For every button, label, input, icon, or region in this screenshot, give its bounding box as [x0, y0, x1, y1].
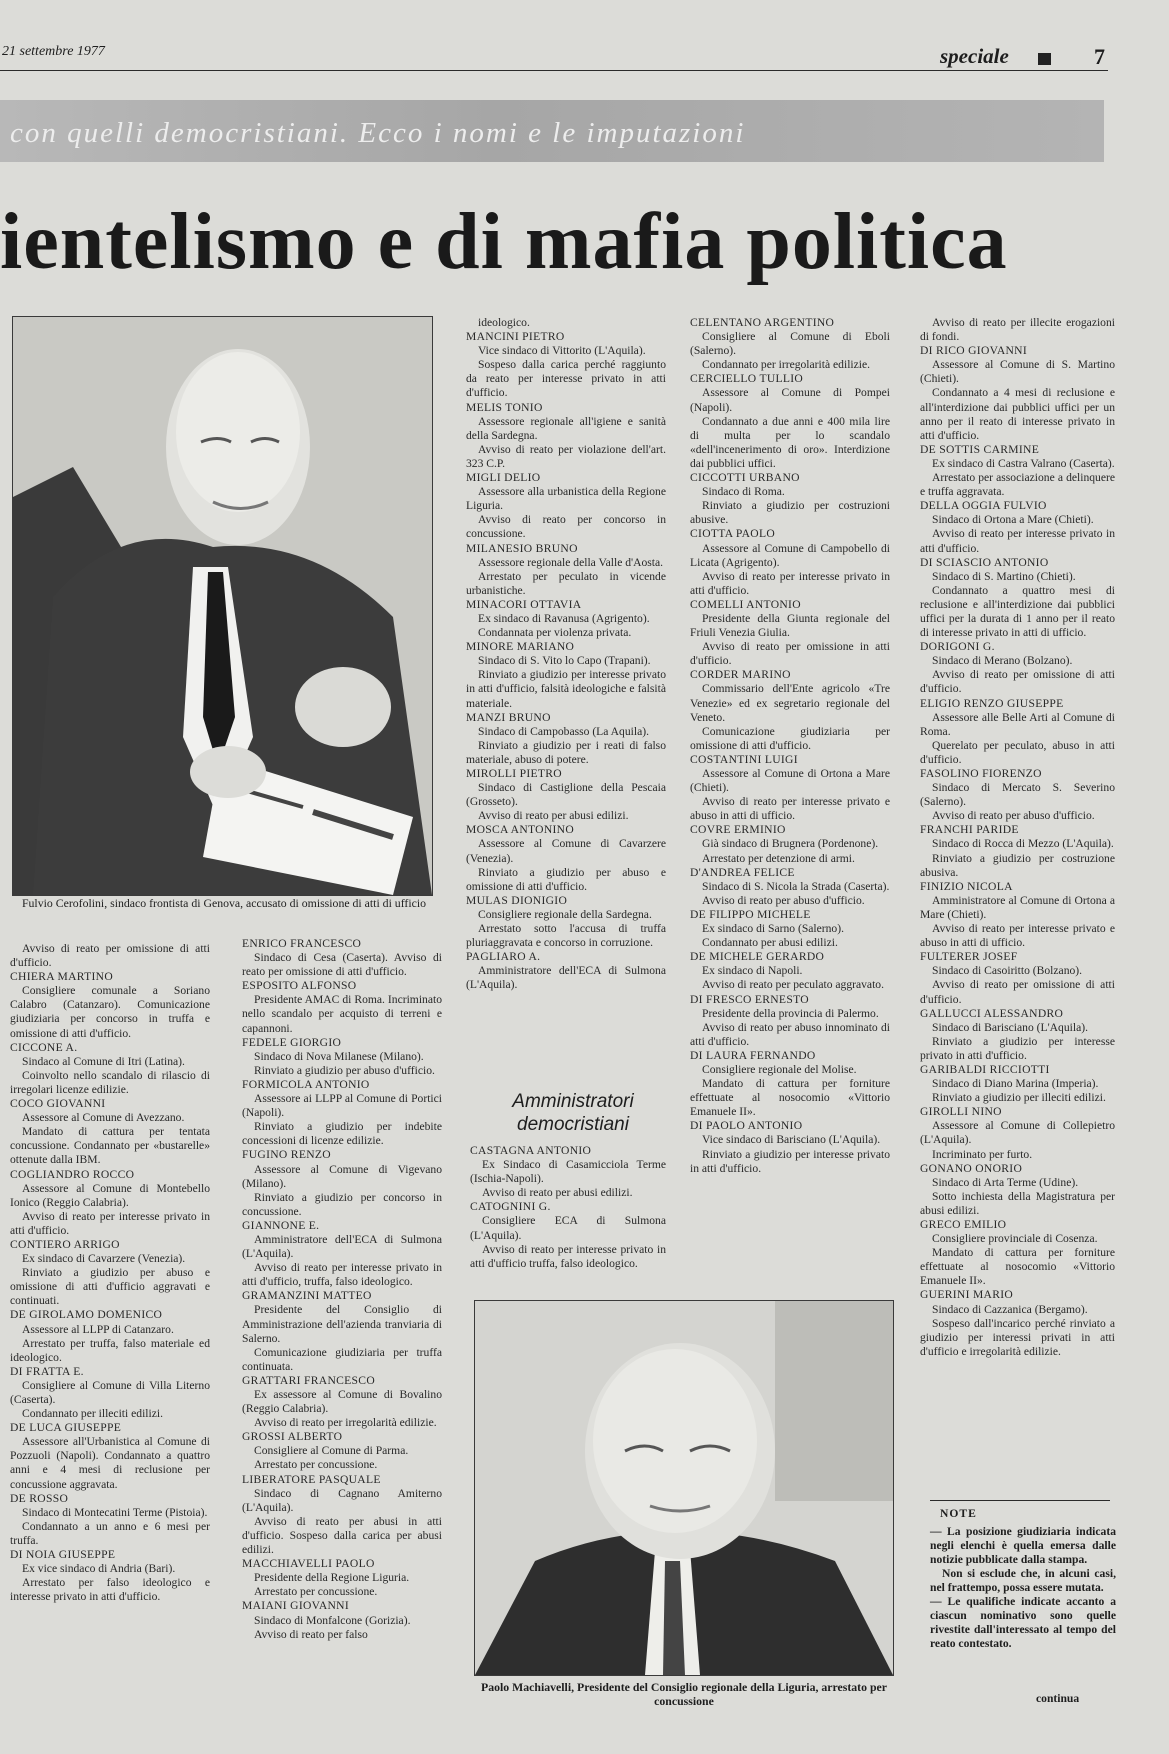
entry-text: ideologico. — [478, 316, 530, 329]
entry-text: Rinviato a giudizio per abuso e omissione di atti d'ufficio. — [466, 865, 666, 893]
entry-text: Avviso di reato per illecite erogazioni di fondi. — [920, 316, 1115, 344]
entry-text: Avviso di reato per interesse privato in atti d'ufficio. — [690, 569, 890, 597]
person-name: DI LAURA FERNANDO — [690, 1048, 816, 1062]
entry-text: Sindaco di Campobasso (La Aquila). — [478, 724, 649, 738]
entry-text: Rinviato a giudizio per interesse privato in atti d'ufficio. — [690, 1147, 890, 1175]
entry-text: Condannato a un anno e 6 mesi per truffa. — [10, 1519, 210, 1547]
person-name: MILANESIO BRUNO — [466, 541, 578, 555]
entry-text: Avviso di reato per interesse privato e abuso in atti di ufficio. — [690, 795, 890, 823]
entry-text: Comunicazione giudiziaria per omissione di atti d'ufficio. — [690, 724, 890, 752]
entry-text: Rinviato a giudizio per concorso in concussione. — [242, 1190, 442, 1218]
entry-text: Sindaco di Monfalcone (Gorizia). — [254, 1613, 411, 1627]
entry-text: Sotto inchiesta della Magistratura per abusi edilizi. — [920, 1189, 1115, 1217]
entry-text: Avviso di reato per interesse privato in atti d'ufficio, truffa, falso ideologico. — [242, 1261, 442, 1289]
person-name: CIOTTA PAOLO — [690, 527, 776, 541]
entry-text: Avviso di reato per abuso innominato di atti d'ufficio. — [690, 1020, 890, 1048]
person-name: MINORE MARIANO — [466, 640, 575, 654]
entry-text: Mandato di cattura per forniture effettuate al nosocomio «Vittorio Emanuele II». — [920, 1246, 1115, 1288]
entry-text: Mandato di cattura per forniture effettuate al nosocomio «Vittorio Emanuele II». — [690, 1077, 890, 1119]
entry-text: Amministratore al Comune di Ortona a Mare (Chieti). — [920, 893, 1115, 921]
entry-text: Sindaco di Ortona a Mare (Chieti). — [932, 513, 1094, 527]
person-name: FINIZIO NICOLA — [920, 879, 1013, 893]
entry-text: Arrestato per peculato in vicende urbanistiche. — [466, 569, 666, 597]
entry-text: Avviso di reato per peculato aggravato. — [702, 978, 884, 992]
entry-text: Assessore al Comune di Campobello di Licata (Agrigento). — [690, 541, 890, 569]
person-name: MIGLI DELIO — [466, 471, 541, 485]
person-name: FULTERER JOSEF — [920, 950, 1018, 964]
note-paragraph: — La posizione giudiziaria indicata negli elenchi è quella emersa dalle notizie pubblicate dalla stampa. — [930, 1525, 1116, 1566]
entry-text: Rinviato a giudizio per indebite concessioni di licenze edilizie. — [242, 1120, 442, 1148]
entry-text: Rinviato a giudizio per illeciti edilizi. — [932, 1091, 1106, 1105]
column-2 — [242, 937, 442, 1712]
entry-text: Avviso di reato per concorso in concussione. — [466, 513, 666, 541]
entry-text: Arrestato per concussione. — [254, 1458, 378, 1472]
column-3-bottom — [470, 1144, 666, 1294]
entry-text: Consigliere regionale della Sardegna. — [478, 907, 652, 921]
entry-text: Avviso di reato per abuso d'ufficio. — [702, 893, 865, 907]
entry-text: Sindaco di Merano (Bolzano). — [932, 654, 1073, 668]
entry-text: Consigliere ECA di Sulmona (L'Aquila). — [470, 1214, 666, 1242]
entry-text: Sindaco di Arta Terme (Udine). — [932, 1175, 1079, 1189]
entry-text: Avviso di reato per abuso d'ufficio. — [932, 809, 1095, 823]
entry-text: Assessore ai LLPP al Comune di Portici (Napoli). — [242, 1092, 442, 1120]
entry-text: Avviso di reato per falso — [254, 1627, 368, 1641]
entry-text: Sindaco di Barisciano (L'Aquila). — [932, 1020, 1088, 1034]
note-paragraph: — Le qualifiche indicate accanto a ciascun nominativo sono quelle rivestite dall'interessato al tempo del reato contestato. — [930, 1595, 1116, 1650]
header-rule — [0, 70, 1108, 71]
entry-text: Consigliere comunale a Soriano Calabro (Catanzaro). Comunicazione giudiziaria per concorso in truffa e omissione di atti d'ufficio. — [10, 984, 210, 1040]
entry-text: Consigliere al Comune di Eboli (Salerno). — [690, 330, 890, 358]
note-rule — [930, 1500, 1110, 1501]
person-name: FRANCHI PARIDE — [920, 823, 1019, 837]
entry-text: Sindaco di Rocca di Mezzo (L'Aquila). — [932, 837, 1114, 851]
page-number: 7 — [1094, 44, 1105, 69]
person-name: LIBERATORE PASQUALE — [242, 1472, 381, 1486]
person-name: CERCIELLO TULLIO — [690, 372, 804, 386]
person-name: COVRE ERMINIO — [690, 823, 786, 837]
column-5 — [920, 316, 1115, 1491]
person-name: DI RICO GIOVANNI — [920, 344, 1027, 358]
person-name: COSTANTINI LUIGI — [690, 752, 798, 766]
entry-text: Querelato per peculato, abuso in atti d'ufficio. — [920, 738, 1115, 766]
person-name: MAIANI GIOVANNI — [242, 1599, 350, 1613]
entry-text: Sindaco al Comune di Itri (Latina). — [22, 1054, 185, 1068]
entry-text: Assessore al Comune di Montebello Ionico (Reggio Calabria). — [10, 1181, 210, 1209]
entry-text: Rinviato a giudizio per i reati di falso materiale, abuso di potere. — [466, 738, 666, 766]
person-name: CASTAGNA ANTONIO — [470, 1144, 592, 1157]
person-name: GARIBALDI RICCIOTTI — [920, 1062, 1050, 1076]
continues-label: continua — [1036, 1692, 1080, 1705]
entry-text: Assessore al LLPP di Catanzaro. — [22, 1322, 174, 1336]
entry-text: Presidente della Regione Liguria. — [254, 1571, 410, 1585]
person-name: DE SOTTIS CARMINE — [920, 442, 1040, 456]
entry-text: Arrestato per concussione. — [254, 1585, 378, 1599]
person-name: DI FRATTA E. — [10, 1364, 84, 1378]
entry-text: Rinviato a giudizio per costruzione abusiva. — [920, 851, 1115, 879]
entry-text: Condannato per illeciti edilizi. — [22, 1407, 164, 1421]
person-name: DE MICHELE GERARDO — [690, 950, 825, 964]
entry-text: Sindaco di Cazzanica (Bergamo). — [932, 1302, 1088, 1316]
entry-text: Consigliere regionale del Molise. — [702, 1062, 857, 1076]
entry-text: Sindaco di Montecatini Terme (Pistoia). — [22, 1505, 208, 1519]
entry-text: Arrestato per truffa, falso materiale ed ideologico. — [10, 1336, 210, 1364]
entry-text: Sospeso dall'incarico perché rinviato a giudizio per interessi privati in atti d'ufficio e irregolarità edilizie. — [920, 1316, 1115, 1358]
person-name: MOSCA ANTONINO — [466, 823, 575, 837]
photo-cerofolini — [12, 316, 433, 896]
issue-date: 21 settembre 1977 — [2, 44, 105, 59]
entry-text: Sindaco di Mercato S. Severino (Salerno). — [920, 781, 1115, 809]
entry-text: Consigliere provinciale di Cosenza. — [932, 1232, 1098, 1246]
person-name: DI NOIA GIUSEPPE — [10, 1548, 116, 1562]
entry-text: Avviso di reato per omissione di atti d'ufficio. — [920, 978, 1115, 1006]
person-name: GRAMANZINI MATTEO — [242, 1289, 372, 1303]
entry-text: Arrestato per falso ideologico e interesse privato in atti d'ufficio. — [10, 1576, 210, 1604]
person-name: CICCONE A. — [10, 1040, 78, 1054]
entry-text: Sindaco di Nova Milanese (Milano). — [254, 1049, 424, 1063]
person-name: CATOGNINI G. — [470, 1200, 551, 1214]
column-1 — [10, 942, 210, 1717]
person-name: GROSSI ALBERTO — [242, 1430, 343, 1444]
entry-text: Sindaco di Diano Marina (Imperia). — [932, 1077, 1099, 1091]
entry-text: Arrestato per associazione a delinquere e truffa aggravata. — [920, 471, 1115, 499]
entry-text: Arrestato sotto l'accusa di truffa pluriaggravata e concorso in corruzione. — [466, 922, 666, 950]
entry-text: Assessore al Comune di Vigevano (Milano). — [242, 1162, 442, 1190]
entry-text: Sindaco di S. Vito lo Capo (Trapani). — [478, 654, 651, 668]
entry-text: Presidente della provincia di Palermo. — [702, 1006, 879, 1020]
entry-text: Assessore alle Belle Arti al Comune di Roma. — [920, 710, 1115, 738]
entry-text: Rinviato a giudizio per costruzioni abusive. — [690, 499, 890, 527]
entry-text: Ex vice sindaco di Andria (Bari). — [22, 1562, 176, 1576]
person-name: MACCHIAVELLI PAOLO — [242, 1557, 375, 1571]
entry-text: Comunicazione giudiziaria per truffa continuata. — [242, 1345, 442, 1373]
entry-text: Condannata per violenza privata. — [478, 626, 632, 640]
entry-text: Avviso di reato per irregolarità edilizie. — [254, 1416, 437, 1430]
entry-text: Ex Sindaco di Casamicciola Terme (Ischia-Napoli). — [470, 1158, 666, 1186]
entry-text: Assessore regionale all'igiene e sanità della Sardegna. — [466, 414, 666, 442]
note-body — [930, 1525, 1116, 1651]
entry-text: Vice sindaco di Vittorito (L'Aquila). — [478, 344, 646, 358]
entry-text: Avviso di reato per interesse privato e abuso in atti di ufficio. — [920, 922, 1115, 950]
entry-text: Ex sindaco di Castra Valrano (Caserta). — [932, 456, 1115, 470]
entry-text: Presidente del Consiglio di Amministrazione dell'azienda tranviaria di Salerno. — [242, 1303, 442, 1345]
entry-text: Ex sindaco di Cavarzere (Venezia). — [22, 1252, 186, 1266]
entry-text: Ex sindaco di Napoli. — [702, 964, 803, 978]
person-name: MANCINI PIETRO — [466, 330, 565, 344]
entry-text: Assessore al Comune di Collepietro (L'Aquila). — [920, 1119, 1115, 1147]
person-name: MELIS TONIO — [466, 400, 543, 414]
person-name: DE FILIPPO MICHELE — [690, 907, 811, 921]
entry-text: Consigliere al Comune di Villa Literno (Caserta). — [10, 1378, 210, 1406]
entry-text: Sindaco di S. Martino (Chieti). — [932, 569, 1076, 583]
person-name: COMELLI ANTONIO — [690, 597, 801, 611]
person-name: COCO GIOVANNI — [10, 1097, 106, 1111]
person-name: DI PAOLO ANTONIO — [690, 1119, 803, 1133]
photo-caption-top: Fulvio Cerofolini, sindaco frontista di Genova, accusato di omissione di atti di ufficio — [21, 896, 427, 910]
person-name: COGLIANDRO ROCCO — [10, 1167, 135, 1181]
person-name: DI FRESCO ERNESTO — [690, 992, 809, 1006]
entry-text: Avviso di reato per interesse privato in atti d'ufficio. — [920, 527, 1115, 555]
person-name: PAGLIARO A. — [466, 950, 541, 964]
entry-text: Assessore al Comune di Ortona a Mare (Chieti). — [690, 767, 890, 795]
portrait-illustration-2 — [475, 1301, 893, 1675]
person-name: ENRICO FRANCESCO — [242, 937, 362, 950]
person-name: MANZI BRUNO — [466, 710, 551, 724]
entry-text: Presidente AMAC di Roma. Incriminato nello scandalo per acquisto di terreni e capannoni. — [242, 993, 442, 1035]
entry-text: Assessore al Comune di Pompei (Napoli). — [690, 386, 890, 414]
entry-text: Incriminato per furto. — [932, 1147, 1033, 1161]
entry-text: Amministratore dell'ECA di Sulmona (L'Aquila). — [466, 964, 666, 992]
entry-text: Già sindaco di Brugnera (Pordenone). — [702, 837, 879, 851]
column-4 — [690, 316, 890, 1286]
entry-text: Avviso di reato per violazione dell'art. 323 C.P. — [466, 442, 666, 470]
entry-text: Avviso di reato per abusi edilizi. — [478, 809, 629, 823]
entry-text: Avviso di reato per abusi edilizi. — [482, 1186, 633, 1200]
entry-text: Avviso di reato per abusi in atti d'ufficio. Sospeso dalla carica per abusi edilizi. — [242, 1514, 442, 1557]
entry-text: Amministratore dell'ECA di Sulmona (L'Aquila). — [242, 1232, 442, 1261]
entry-text: Avviso di reato per omissione di atti d'ufficio. — [920, 668, 1115, 696]
person-name: MULAS DIONIGIO — [466, 893, 568, 907]
person-name: ELIGIO RENZO GIUSEPPE — [920, 696, 1064, 710]
person-name: GRATTARI FRANCESCO — [242, 1373, 375, 1387]
person-name: DORIGONI G. — [920, 640, 995, 654]
entry-text: Ex sindaco di Sarno (Salerno). — [702, 922, 844, 936]
person-name: GALLUCCI ALESSANDRO — [920, 1006, 1064, 1020]
person-name: ESPOSITO ALFONSO — [242, 979, 357, 993]
entry-text: Sindaco di S. Nicola la Strada (Caserta). — [702, 879, 890, 893]
entry-text: Ex sindaco di Ravanusa (Agrigento). — [478, 611, 650, 625]
entry-text: Assessore al Comune di Avezzano. — [22, 1111, 185, 1125]
person-name: CHIERA MARTINO — [10, 970, 114, 984]
entry-text: Sindaco di Cagnano Amiterno (L'Aquila). — [242, 1486, 442, 1514]
person-name: DE GIROLAMO DOMENICO — [10, 1308, 163, 1322]
person-name: GRECO EMILIO — [920, 1218, 1007, 1231]
entry-text: Condannato a quattro mesi di reclusione e all'interdizione dai pubblici uffici per la durata di 1 anno per il reato di interesse privato in atti di ufficio. — [920, 583, 1115, 640]
section-subhead: Amministratori democristiani — [512, 1091, 634, 1135]
entry-text: Condannato per irregolarità edilizie. — [702, 358, 871, 372]
entry-text: Sindaco di Roma. — [702, 485, 785, 499]
person-name: D'ANDREA FELICE — [690, 865, 795, 879]
entry-text: Sindaco di Casoiritto (Bolzano). — [932, 964, 1083, 978]
entry-text: Assessore al Comune di Cavarzere (Venezia). — [466, 837, 666, 865]
entry-text: Assessore all'Urbanistica al Comune di Pozzuoli (Napoli). Condannato a quattro anni e 4 mesi di reclusione per concussione aggravata. — [10, 1435, 210, 1491]
person-name: MINACORI OTTAVIA — [466, 597, 582, 611]
entry-text: Avviso di reato per omissione in atti d'ufficio. — [690, 640, 890, 668]
section-square-icon — [1038, 53, 1051, 65]
entry-text: Sospeso dalla carica perché raggiunto da reato per interesse privato in atti d'ufficio. — [466, 358, 666, 400]
person-name: DI SCIASCIO ANTONIO — [920, 555, 1049, 569]
person-name: MIROLLI PIETRO — [466, 767, 562, 780]
entry-text: Sindaco di Cesa (Caserta). Avviso di reato per omissione di atti d'ufficio. — [242, 951, 442, 979]
person-name: CONTIERO ARRIGO — [10, 1237, 120, 1251]
entry-text: Condannato per abusi edilizi. — [702, 936, 838, 950]
entry-text: Avviso di reato per interesse privato in atti d'ufficio. — [10, 1209, 210, 1237]
person-name: DE LUCA GIUSEPPE — [10, 1421, 122, 1435]
subtitle-text: con quelli democristiani. Ecco i nomi e le imputazioni — [10, 117, 746, 149]
entry-text: Coinvolto nello scandalo di rilascio di irregolari licenze edilizie. — [10, 1068, 210, 1096]
entry-text: Condannato a 4 mesi di reclusione e all'interdizione dai pubblici uffici per un anno per il reato di interesse privato in atti d'ufficio. — [920, 386, 1115, 442]
person-name: DE ROSSO — [10, 1491, 69, 1505]
section-name: speciale — [940, 44, 1009, 68]
person-name: CELENTANO ARGENTINO — [690, 316, 835, 329]
entry-text: Consigliere al Comune di Parma. — [254, 1444, 409, 1458]
entry-text: Presidente della Giunta regionale del Friuli Venezia Giulia. — [690, 611, 890, 640]
person-name: FASOLINO FIORENZO — [920, 767, 1042, 780]
entry-text: Rinviato a giudizio per abuso d'ufficio. — [254, 1063, 435, 1077]
entry-text: Assessore alla urbanistica della Regione Liguria. — [466, 485, 666, 513]
note-title: NOTE — [940, 1507, 977, 1520]
person-name: DELLA OGGIA FULVIO — [920, 499, 1047, 513]
photo-caption-bottom: Paolo Machiavelli, Presidente del Consiglio regionale della Liguria, arrestato per concussione — [481, 1680, 887, 1708]
entry-text: Ex assessore al Comune di Bovalino (Reggio Calabria). — [242, 1388, 442, 1416]
person-name: CICCOTTI URBANO — [690, 471, 800, 485]
person-name: GIROLLI NINO — [920, 1105, 1002, 1119]
entry-text: Rinviato a giudizio per interesse privato in atti d'ufficio. — [920, 1034, 1115, 1062]
person-name: FORMICOLA ANTONIO — [242, 1077, 370, 1091]
column-3 — [466, 316, 666, 1070]
portrait-illustration — [13, 317, 432, 895]
entry-text: Commissario dell'Ente agricolo «Tre Venezie» ed ex segretario regionale del Veneto. — [690, 682, 890, 724]
entry-text: Rinviato a giudizio per interesse privato in atti d'ufficio, falsità ideologiche e falsità materiale. — [466, 668, 666, 710]
entry-text: Rinviato a giudizio per abuso e omissione di atti d'ufficio aggravati e continuati. — [10, 1266, 210, 1308]
entry-text: Avviso di reato per interesse privato in atti d'ufficio truffa, falso ideologico. — [470, 1242, 666, 1270]
note-paragraph: Non si esclude che, in alcuni casi, nel frattempo, possa essere mutata. — [930, 1567, 1116, 1594]
entry-text: Arrestato per detenzione di armi. — [702, 851, 855, 865]
photo-machiavelli — [474, 1300, 894, 1676]
person-name: GONANO ONORIO — [920, 1161, 1023, 1175]
entry-text: Vice sindaco di Barisciano (L'Aquila). — [702, 1133, 881, 1147]
entry-text: Condannato a due anni e 400 mila lire di multa per lo scandalo «dell'incenerimento di oro». Interdizione dai pubblici uffici. — [690, 414, 890, 470]
entry-text: Assessore al Comune di S. Martino (Chieti). — [920, 358, 1115, 386]
person-name: GUERINI MARIO — [920, 1288, 1014, 1302]
entry-text: Assessore regionale della Valle d'Aosta. — [478, 555, 664, 569]
entry-text: Avviso di reato per omissione di atti d'ufficio. — [10, 942, 210, 970]
entry-text: Sindaco di Castiglione della Pescaia (Grosseto). — [466, 781, 666, 809]
person-name: FUGINO RENZO — [242, 1148, 331, 1162]
page-headline: ientelismo e di mafia politica — [0, 198, 1008, 286]
entry-text: Mandato di cattura per tentata concussione. Condannato per «bustarelle» ottenute dalla IBM. — [10, 1125, 210, 1167]
person-name: FEDELE GIORGIO — [242, 1035, 342, 1049]
person-name: CORDER MARINO — [690, 668, 791, 682]
person-name: GIANNONE E. — [242, 1218, 320, 1232]
